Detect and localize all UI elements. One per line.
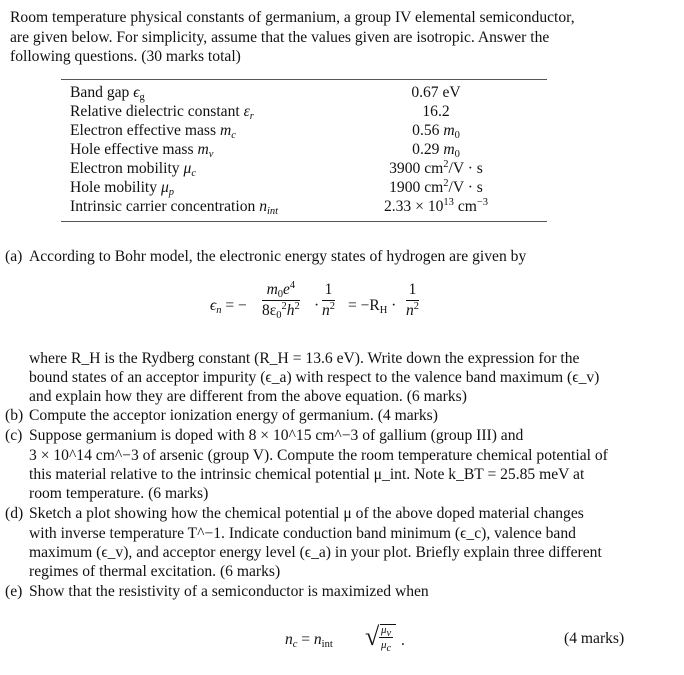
question-tag: (e) xyxy=(5,583,23,600)
bohr-equation xyxy=(210,281,440,331)
question-e-marks: (4 marks) xyxy=(564,630,625,647)
question-tag: (b) xyxy=(5,407,24,424)
question-d-line: maximum (ϵ_v), and acceptor energy level (ϵ_a) in your plot. Briefly explain three different xyxy=(29,544,602,561)
question-tag: (c) xyxy=(5,427,23,444)
row-label: Band gap $\epsilon_g$ xyxy=(70,84,145,103)
row-label: Hole mobility $\mu_p$ xyxy=(70,179,175,198)
row-value: 0.56 $m_0$ xyxy=(412,122,460,141)
row-value: $2.33 \times 10^{13}$ $cm^{-3}$ xyxy=(383,197,489,215)
question-c-line: this material relative to the intrinsic chemical potential μ_int. Note k_BT = 25.85 meV at xyxy=(29,466,585,483)
row-label: Electron mobility $\mu_c$ xyxy=(70,160,196,179)
question-d-line: with inverse temperature T^−1. Indicate conduction band minimum (ϵ_c), valence band xyxy=(29,525,576,542)
question-e xyxy=(5,582,429,602)
eq-period: . xyxy=(401,632,405,649)
table-row xyxy=(61,102,547,121)
question-c-line: 3 × 10^14 cm^−3 of arsenic (group V). Compute the room temperature chemical potential of xyxy=(29,447,608,464)
table-row xyxy=(61,121,547,140)
row-value: 1900 $cm^2/V \cdot s$ xyxy=(389,178,483,196)
eq-fraction-2: $\frac{1}{n^2}$ xyxy=(322,281,335,319)
row-label: Intrinsic carrier concentration $n_{int}$ xyxy=(70,198,279,217)
row-label: Hole effective mass $m_v$ xyxy=(70,141,214,160)
row-label: Relative dielectric constant $\varepsilon_r$ xyxy=(70,103,254,122)
eq-dot: · xyxy=(314,297,320,314)
table-row xyxy=(61,140,547,159)
question-d xyxy=(5,504,584,524)
question-tag: (a) xyxy=(5,248,23,265)
table-row xyxy=(61,159,547,178)
question-tag: (d) xyxy=(5,505,24,522)
eq-fraction-1: $\frac{m_0e^4}{8\varepsilon_0^2h^2}$ xyxy=(262,280,300,321)
intro-line: are given below. For simplicity, assume that the values given are isotropic. Answer the xyxy=(10,28,550,46)
eq-lhs: $n_c = n_{int}$ xyxy=(285,631,333,650)
question-c xyxy=(5,426,523,446)
question-a-line: bound states of an acceptor impurity (ϵ_a) with respect to the valence band maximum (ϵ_v) xyxy=(29,369,600,386)
question-a-line: and explain how they are different from the above equation. (6 marks) xyxy=(29,388,467,405)
intro-paragraph xyxy=(10,8,575,67)
question-text: Compute the acceptor ionization energy of germanium. (4 marks) xyxy=(29,407,438,424)
eq-lhs: $\epsilon_n$ = − xyxy=(210,297,247,316)
question-text: Show that the resistivity of a semiconductor is maximized when xyxy=(29,583,429,600)
table-row xyxy=(61,83,547,102)
row-value: 0.67 eV xyxy=(411,84,461,101)
question-text: Sketch a plot showing how the chemical potential μ of the above doped material changes xyxy=(29,505,584,522)
resistivity-equation xyxy=(285,620,445,660)
intro-line: Room temperature physical constants of germanium, a group IV elemental semiconductor, xyxy=(10,9,575,26)
question-d-line: regimes of thermal excitation. (6 marks) xyxy=(29,563,281,580)
table-top-rule xyxy=(61,79,547,80)
table-row xyxy=(61,197,547,216)
table-bottom-rule xyxy=(61,221,547,222)
table-row xyxy=(61,178,547,197)
eq-fraction-3: $\frac{1}{n^2}$ xyxy=(406,281,419,319)
intro-line: following questions. (30 marks total) xyxy=(10,48,241,65)
question-text: Suppose germanium is doped with 8 × 10^15 cm^−3 of gallium (group III) and xyxy=(29,427,524,444)
question-c-line: room temperature. (6 marks) xyxy=(29,485,209,502)
row-value: 3900 $cm^2/V \cdot s$ xyxy=(389,159,483,177)
question-b xyxy=(5,406,438,426)
sqrt-icon: √ xyxy=(365,622,380,651)
question-a-line: where R_H is the Rydberg constant (R_H = 13.6 eV). Write down the expression for the xyxy=(29,350,580,367)
row-value: 0.29 $m_0$ xyxy=(412,141,460,160)
row-value: 16.2 xyxy=(422,103,450,120)
question-a-intro xyxy=(5,247,526,267)
eq-root-fraction: $\frac{\mu_v}{\mu_c}$ xyxy=(381,624,392,654)
question-text: According to Bohr model, the electronic energy states of hydrogen are given by xyxy=(29,248,527,265)
eq-rhs: = $-R_H$ · xyxy=(348,297,397,316)
row-label: Electron effective mass $m_c$ xyxy=(70,122,236,141)
